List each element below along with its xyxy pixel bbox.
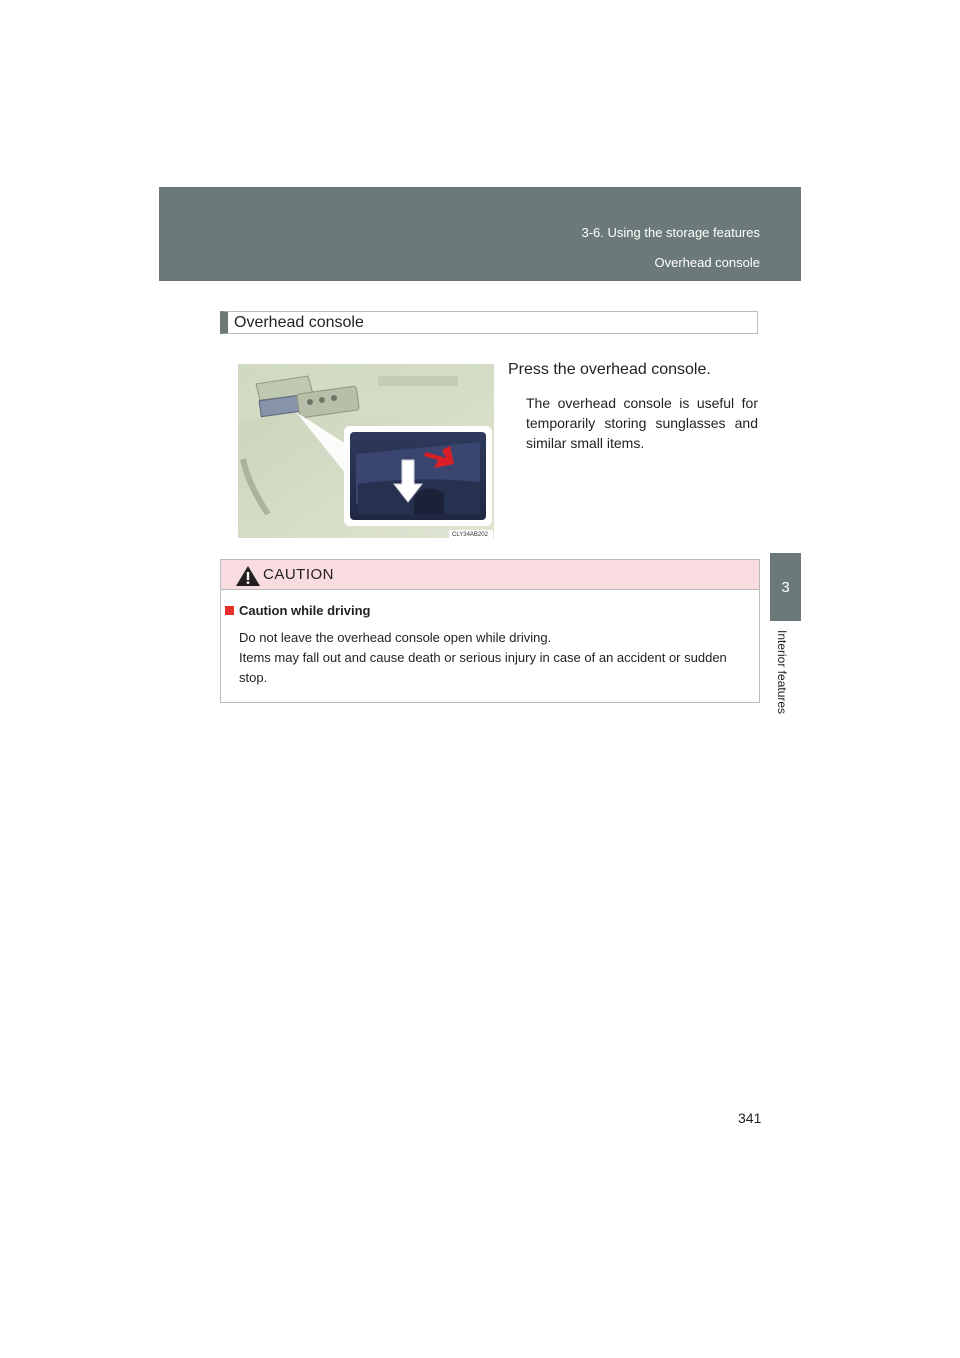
square-bullet-icon (225, 606, 234, 615)
chapter-title: 3-6. Using the storage features (581, 225, 760, 240)
chapter-tab-label: Interior features (775, 630, 789, 715)
description-text: The overhead console is useful for temporarily storing sunglasses and similar small items. (526, 395, 758, 451)
caution-title: CAUTION (263, 566, 334, 583)
section-heading-text: Overhead console (234, 314, 364, 331)
section-heading (220, 311, 758, 334)
instruction-text: Press the overhead console. (508, 361, 711, 378)
figure-code: CLY34AB202 (452, 532, 488, 538)
overhead-console-illustration-drawing (238, 364, 494, 538)
caution-line: Items may fall out and cause death or serious injury in case of an accident or sudden stop. (239, 650, 727, 685)
chapter-tab (770, 553, 801, 621)
caution-header (221, 560, 759, 590)
chapter-tab-number: 3 (781, 578, 790, 596)
page-number: 341 (738, 1110, 762, 1126)
section-title: Overhead console (654, 255, 760, 270)
overhead-console-illustration (238, 364, 494, 538)
caution-body (239, 628, 757, 688)
caution-subheading (225, 603, 370, 618)
caution-line: Do not leave the overhead console open while driving. (239, 630, 552, 645)
caution-box (220, 559, 760, 703)
warning-triangle-icon (235, 565, 261, 587)
caution-subheading-text: Caution while driving (239, 603, 371, 618)
page-header-band (159, 187, 801, 281)
